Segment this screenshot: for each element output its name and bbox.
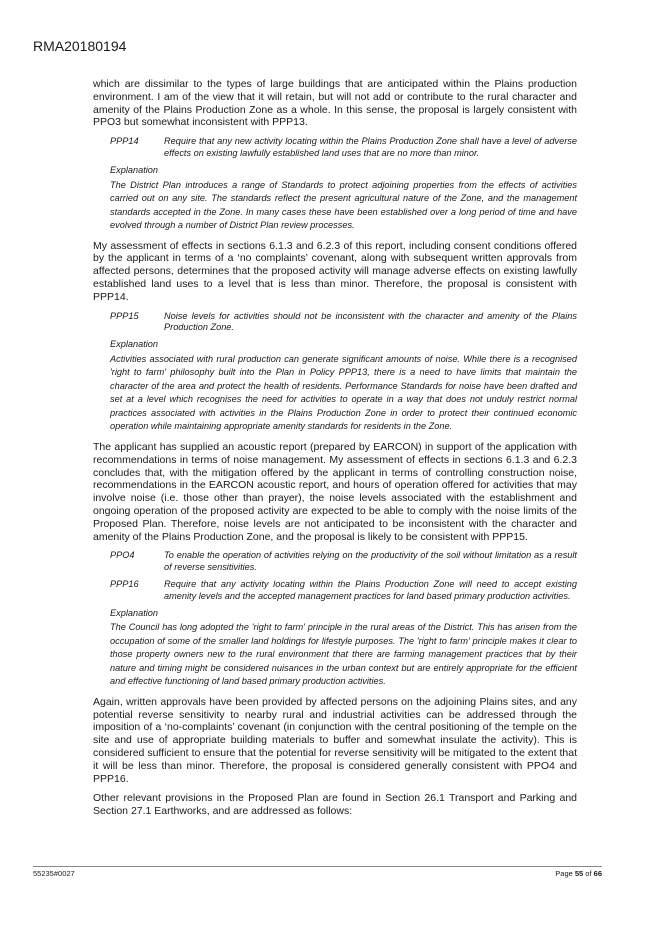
document-body (93, 78, 577, 825)
page-total: 66 (593, 869, 602, 878)
policy-code: PPP16 (110, 578, 139, 589)
policy-code: PPP15 (110, 310, 139, 321)
footer-page-number (555, 869, 602, 878)
paragraph: which are dissimilar to the types of large buildings that are anticipated within the Plains production environment. I am of the view that it will retain, but will not add or contribute to the rural character and amenity of the Plains Production Zone as a whole. In this sense, the proposal is largely consistent with PPO3 but somewhat inconsistent with PPP13. (93, 78, 577, 129)
explanation-heading: Explanation (110, 607, 159, 618)
policy-text: To enable the operation of activities relying on the productivity of the soil without limitation as a result of reverse sensitivities. (164, 550, 577, 573)
footer-divider (33, 866, 602, 867)
page-of: of (583, 869, 594, 878)
document-reference: RMA20180194 (33, 38, 127, 54)
page-current: 55 (574, 869, 584, 878)
paragraph: My assessment of effects in sections 6.1.3 and 6.2.3 of this report, including consent conditions offered by the applicant in terms of a ‘no complaints’ covenant, along with subsequent written approvals from affected persons, determines that the proposed activity will manage adverse effects on existing lawfully established land uses to a level that is less than minor. Therefore, the proposal is consistent with PPP14. (93, 239, 577, 303)
policy-code: PPP14 (110, 136, 139, 147)
policy-ppp16 (110, 579, 577, 603)
policy-ppp14 (110, 136, 577, 160)
explanation-heading: Explanation (110, 164, 159, 175)
policy-text: Require that any activity locating within the Plains Production Zone will need to accept existing amenity levels and the accepted management practices for land based primary production activities. (164, 578, 577, 601)
policy-ppo4 (110, 550, 577, 574)
paragraph: Other relevant provisions in the Proposed Plan are found in Section 26.1 Transport and Parking and Section 27.1 Earthworks, and are addressed as follows: (93, 792, 577, 818)
footer-doc-id: 55235#0027 (33, 869, 75, 878)
page-prefix: Page (555, 869, 575, 878)
policy-text: Require that any new activity locating within the Plains Production Zone shall have a level of adverse effects on existing lawfully established land uses that are no more than minor. (164, 136, 577, 158)
policy-text: Noise levels for activities should not be inconsistent with the character and amenity of the Plains Production Zone. (164, 310, 577, 333)
explanation-heading: Explanation (110, 339, 159, 350)
explanation-text: The Council has long adopted the 'right to farm' principle in the rural areas of the District. This has arisen from the occupation of some of the smaller land holdings for lifestyle purposes. The 'right to farm' principle makes it clear to those property owners new to the rural environment that there are farming management practices that by their nature and timing might be considered nuisances in the urban context but are entirely appropriate for the efficient and effective functioning of land based primary production activities. (110, 622, 577, 687)
paragraph: Again, written approvals have been provided by affected persons on the adjoining Plains sites, and any potential reverse sensitivity to nearby rural and industrial activities can be addressed through the imposition of a ‘no-complaints’ covenant (in conjunction with the central positioning of the temple on the site and use of appropriate building materials to buffer and somewhat insulate the activity). This is considered sufficient to ensure that the potential for reverse sensitivity will be mitigated to the extent that it will be less than minor. Therefore, the proposal is considered generally consistent with PPO4 and PPP16. (93, 695, 577, 785)
explanation-text: The District Plan introduces a range of Standards to protect adjoining properties from the effects of activities carried out on any site. The standards reflect the present agricultural nature of the Zone, and the management standards accepted in the Zone. In many cases these have been established over a long period of time and have evolved through a number of District Plan review processes. (110, 179, 577, 231)
policy-ppp15 (110, 311, 577, 335)
paragraph: The applicant has supplied an acoustic report (prepared by EARCON) in support of the application with recommendations in terms of noise management. My assessment of effects in sections 6.1.3 and 6.2.3 concludes that, with the mitigation offered by the applicant in terms of controlling construction noise, recommendations in the EARCON acoustic report, and hours of operation offered for activities that may involve noise (i.e. those other than prayer), the noise levels associated with the establishment and ongoing operation of the proposed activity are expected to be able to comply with the noise limits of the Proposed Plan. Therefore, noise levels are not anticipated to be inconsistent with the character and amenity of the Plains Production Zone, and the proposal is likely to be consistent with PPP15. (93, 440, 577, 543)
policy-code: PPO4 (110, 550, 135, 561)
explanation-text: Activities associated with rural production can generate significant amounts of noise. While there is a recognised 'right to farm' philosophy built into the Plan in Policy PPP13, there is a need to have limits that maintain the character of the area and protect the health of residents. Performance Standards for noise have been drafted and set at a level which recognises the need for activities to operate in a way that does not unduly restrict normal practices associated with activities in the Plains Production Zone in order to protect their continued economic operation while maintaining appropriate amenity standards for residents in the Zone. (110, 353, 577, 432)
